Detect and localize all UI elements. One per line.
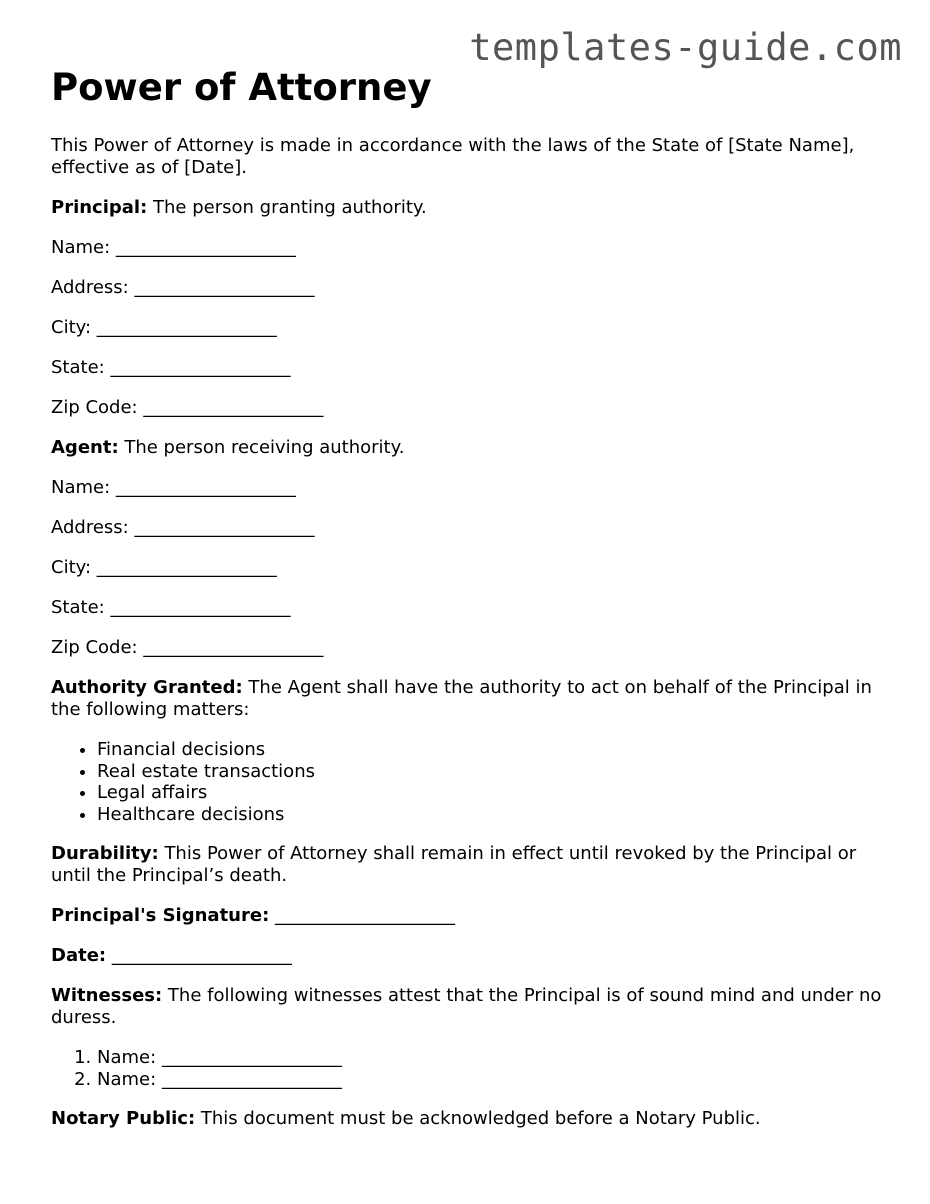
blank-line[interactable]: ____________________ [96, 557, 277, 578]
blank-line[interactable]: ____________________ [161, 1047, 342, 1068]
list-item: 2. Name: ____________________ [97, 1069, 891, 1091]
list-item: • Financial decisions [97, 739, 891, 761]
durability-label: Durability: [51, 843, 159, 864]
principal-name-field: Name: ____________________ [51, 237, 296, 258]
watermark: templates-guide.com [469, 26, 902, 69]
page-title: Power of Attorney [51, 66, 432, 109]
principal-city-field: City: ____________________ [51, 317, 277, 338]
blank-line[interactable]: ____________________ [134, 517, 315, 538]
agent-section [51, 437, 891, 459]
date-field [51, 945, 891, 967]
blank-line[interactable]: ____________________ [96, 317, 277, 338]
principal-address-field: Address: ____________________ [51, 277, 315, 298]
signature-label: Principal's Signature: [51, 905, 270, 926]
intro-paragraph: This Power of Attorney is made in accordance with the laws of the State of [State Name], effective as of [Date]. [51, 135, 855, 178]
blank-line[interactable]: ____________________ [115, 237, 296, 258]
agent-state-field: State: ____________________ [51, 597, 291, 618]
agent-zip-field: Zip Code: ____________________ [51, 637, 324, 658]
list-item: • Legal affairs [97, 782, 891, 804]
list-item: • Real estate transactions [97, 761, 891, 783]
notary-label: Notary Public: [51, 1108, 196, 1129]
blank-line[interactable]: ____________________ [115, 477, 296, 498]
witnesses-list [51, 1047, 891, 1090]
witnesses-desc: The following witnesses attest that the Principal is of sound mind and under no duress. [51, 985, 882, 1028]
blank-line[interactable]: ____________________ [143, 397, 324, 418]
notary-desc: This document must be acknowledged before a Notary Public. [195, 1108, 761, 1129]
blank-line[interactable]: ____________________ [143, 637, 324, 658]
authority-list [51, 739, 891, 825]
date-label: Date: [51, 945, 107, 966]
authority-desc: The Agent shall have the authority to act on behalf of the Principal in the following matters: [51, 677, 872, 720]
principal-desc: The person granting authority. [147, 197, 427, 218]
blank-line[interactable]: ____________________ [161, 1068, 342, 1090]
agent-desc: The person receiving authority. [118, 437, 405, 458]
agent-city-field: City: ____________________ [51, 557, 277, 578]
blank-line[interactable]: ____________________ [111, 945, 292, 966]
principal-zip-field: Zip Code: ____________________ [51, 397, 324, 418]
blank-line[interactable]: ____________________ [134, 277, 315, 298]
document-body [51, 66, 891, 1130]
witnesses-section [51, 985, 891, 1029]
authority-label: Authority Granted: [51, 677, 243, 698]
blank-line[interactable]: ____________________ [275, 905, 456, 926]
witnesses-label: Witnesses: [51, 985, 163, 1006]
notary-section [51, 1108, 891, 1130]
agent-label: Agent: [51, 437, 119, 458]
signature-field [51, 905, 891, 927]
list-item: • Healthcare decisions [97, 804, 891, 826]
agent-address-field: Address: ____________________ [51, 517, 315, 538]
authority-section [51, 677, 891, 721]
principal-state-field: State: ____________________ [51, 357, 291, 378]
list-item: 1. Name: ____________________ [97, 1047, 891, 1069]
blank-line[interactable]: ____________________ [110, 357, 291, 378]
durability-desc: This Power of Attorney shall remain in effect until revoked by the Principal or until the Principal’s death. [51, 843, 857, 886]
principal-label: Principal: [51, 197, 148, 218]
durability-section [51, 843, 891, 887]
agent-name-field: Name: ____________________ [51, 477, 296, 498]
principal-section [51, 197, 891, 219]
blank-line[interactable]: ____________________ [110, 597, 291, 618]
